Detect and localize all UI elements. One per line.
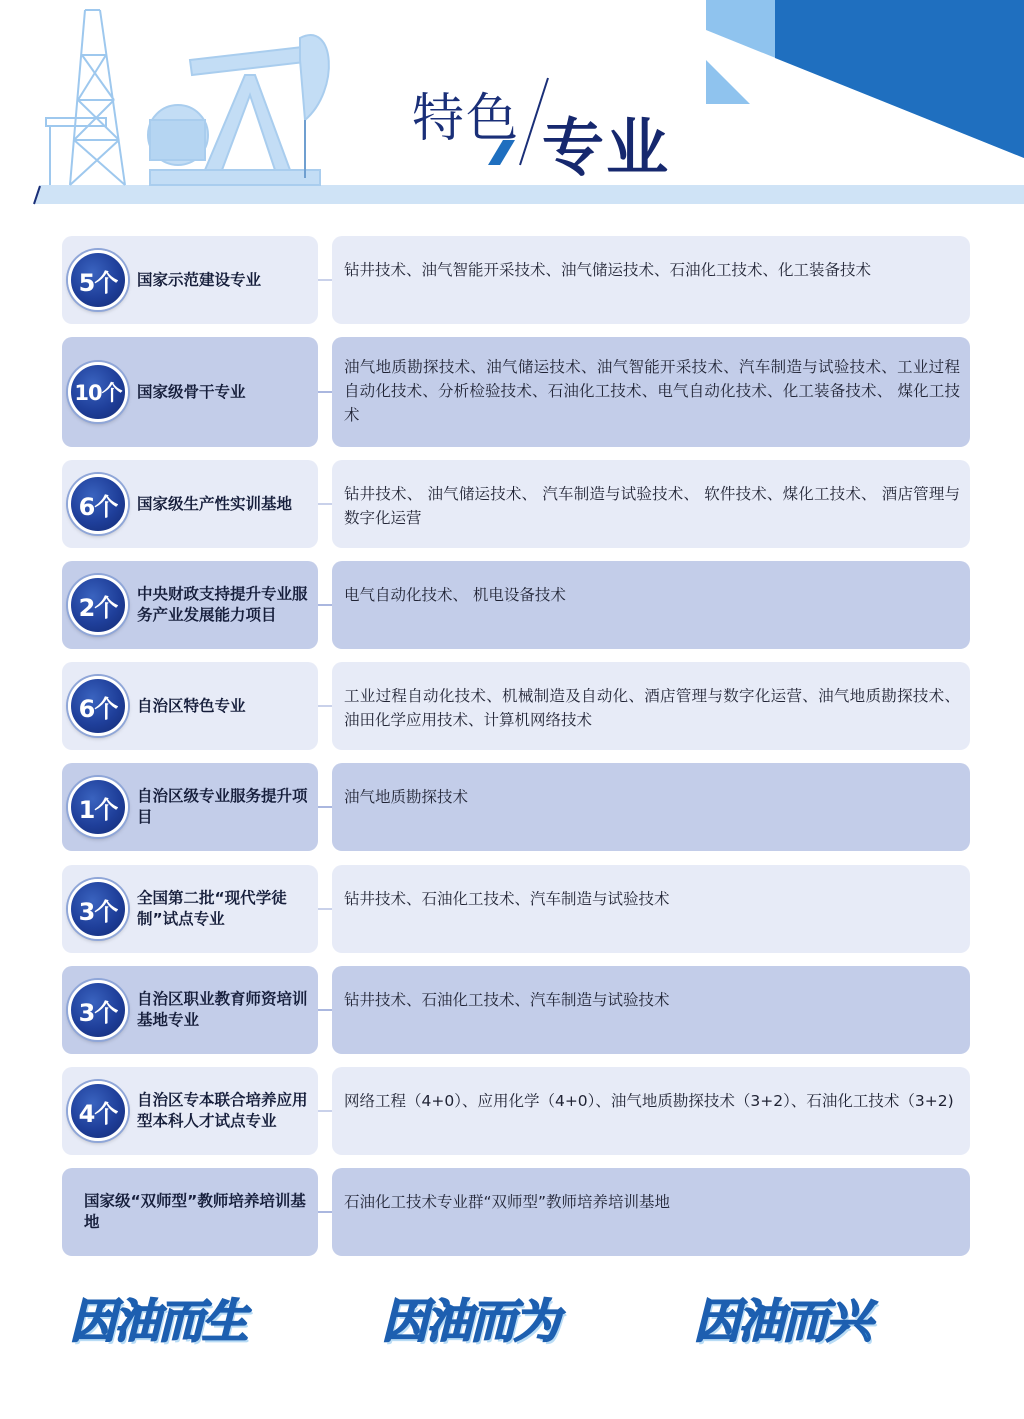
list-item xyxy=(62,1168,970,1256)
row-connector xyxy=(318,391,332,393)
row-label-box xyxy=(62,662,318,750)
row-label: 全国第二批“现代学徒制”试点专业 xyxy=(137,889,287,928)
row-label: 自治区级专业服务提升项目 xyxy=(137,787,308,826)
slogan-text: 因油而兴 xyxy=(694,1294,870,1348)
row-content: 钻井技术、油气智能开采技术、油气储运技术、石油化工技术、化工装备技术 xyxy=(344,261,872,279)
row-label-box xyxy=(62,966,318,1054)
row-label: 国家级“双师型”教师培养培训基地 xyxy=(84,1192,306,1231)
row-content-box xyxy=(332,561,970,649)
count-badge xyxy=(68,980,128,1040)
count-text: 1个 xyxy=(78,795,118,824)
count-text: 6个 xyxy=(78,694,118,723)
row-content: 工业过程自动化技术、机械制造及自动化、酒店管理与数字化运营、油气地质勘探技术、油田化学应用技术、计算机网络技术 xyxy=(344,687,960,729)
row-label-box xyxy=(62,561,318,649)
corner-small-triangle xyxy=(706,60,750,104)
row-content-box xyxy=(332,1067,970,1155)
pump-jack-icon xyxy=(148,35,329,185)
header-band xyxy=(34,185,1024,204)
page-header xyxy=(0,0,1024,210)
row-label: 自治区职业教育师资培训基地专业 xyxy=(137,990,308,1029)
list-item xyxy=(62,561,970,649)
row-label-box xyxy=(62,763,318,851)
list-item xyxy=(62,865,970,953)
count-text: 4个 xyxy=(78,1099,118,1128)
count-badge xyxy=(68,676,128,736)
row-content: 钻井技术、石油化工技术、汽车制造与试验技术 xyxy=(344,890,670,908)
slogan-3 xyxy=(694,1288,944,1348)
row-content: 石油化工技术专业群“双师型”教师培养培训基地 xyxy=(344,1193,671,1211)
row-label-box xyxy=(62,1067,318,1155)
corner-dark-triangle xyxy=(775,0,1024,158)
title-part-2: 专业 xyxy=(542,111,671,184)
row-content-box xyxy=(332,966,970,1054)
slogan-2 xyxy=(382,1288,632,1348)
count-badge xyxy=(68,362,128,422)
row-connector xyxy=(318,806,332,808)
oil-derrick-icon xyxy=(46,10,125,185)
list-item xyxy=(62,662,970,750)
row-content: 油气地质勘探技术 xyxy=(344,788,469,806)
row-content: 电气自动化技术、 机电设备技术 xyxy=(344,586,566,604)
list-item xyxy=(62,1067,970,1155)
row-label: 自治区特色专业 xyxy=(137,696,246,715)
row-label: 中央财政支持提升专业服务产业发展能力项目 xyxy=(137,585,308,624)
count-badge xyxy=(68,474,128,534)
count-badge xyxy=(68,879,128,939)
count-text: 5个 xyxy=(78,268,118,297)
slogan-1 xyxy=(70,1288,320,1348)
count-badge xyxy=(68,250,128,310)
count-text: 6个 xyxy=(78,492,118,521)
row-content-box xyxy=(332,1168,970,1256)
row-label-box xyxy=(62,1168,318,1256)
row-content: 钻井技术、 油气储运技术、 汽车制造与试验技术、 软件技术、煤化工技术、 酒店管理与数字化运营 xyxy=(344,485,960,527)
count-text: 10个 xyxy=(74,381,122,405)
row-connector xyxy=(318,503,332,505)
list-item xyxy=(62,763,970,851)
row-label-box xyxy=(62,236,318,324)
row-connector xyxy=(318,1009,332,1011)
row-content: 钻井技术、石油化工技术、汽车制造与试验技术 xyxy=(344,991,670,1009)
count-badge xyxy=(68,1081,128,1141)
row-label-box xyxy=(62,460,318,548)
row-content-box xyxy=(332,236,970,324)
list-item xyxy=(62,966,970,1054)
list-item xyxy=(62,337,970,447)
row-content-box xyxy=(332,865,970,953)
list-item xyxy=(62,460,970,548)
row-connector xyxy=(318,279,332,281)
row-content-box xyxy=(332,460,970,548)
row-connector xyxy=(318,908,332,910)
row-content: 油气地质勘探技术、油气储运技术、油气智能开采技术、汽车制造与试验技术、工业过程自动化技术、分析检验技术、石油化工技术、电气自动化技术、化工装备技术、 煤化工技术 xyxy=(344,358,960,424)
count-badge xyxy=(68,575,128,635)
count-text: 3个 xyxy=(78,897,118,926)
count-text: 2个 xyxy=(78,593,118,622)
row-connector xyxy=(318,705,332,707)
list-item xyxy=(62,236,970,324)
row-label: 国家级骨干专业 xyxy=(137,382,246,401)
row-label: 自治区专本联合培养应用型本科人才试点专业 xyxy=(137,1091,308,1130)
row-connector xyxy=(318,604,332,606)
row-label: 国家示范建设专业 xyxy=(137,270,262,289)
row-connector xyxy=(318,1211,332,1213)
title-part-1: 特色 xyxy=(412,89,521,149)
row-content: 网络工程（4+0）、应用化学（4+0）、油气地质勘探技术（3+2）、石油化工技术（3+2) xyxy=(344,1092,954,1110)
row-content-box xyxy=(332,662,970,750)
row-label: 国家级生产性实训基地 xyxy=(137,494,293,513)
count-badge xyxy=(68,777,128,837)
slogan-text: 因油而为 xyxy=(382,1294,558,1348)
slogan-text: 因油而生 xyxy=(70,1294,246,1348)
row-label-box xyxy=(62,337,318,447)
row-content-box xyxy=(332,763,970,851)
row-label-box xyxy=(62,865,318,953)
row-content-box xyxy=(332,337,970,447)
count-text: 3个 xyxy=(78,998,118,1027)
row-connector xyxy=(318,1110,332,1112)
